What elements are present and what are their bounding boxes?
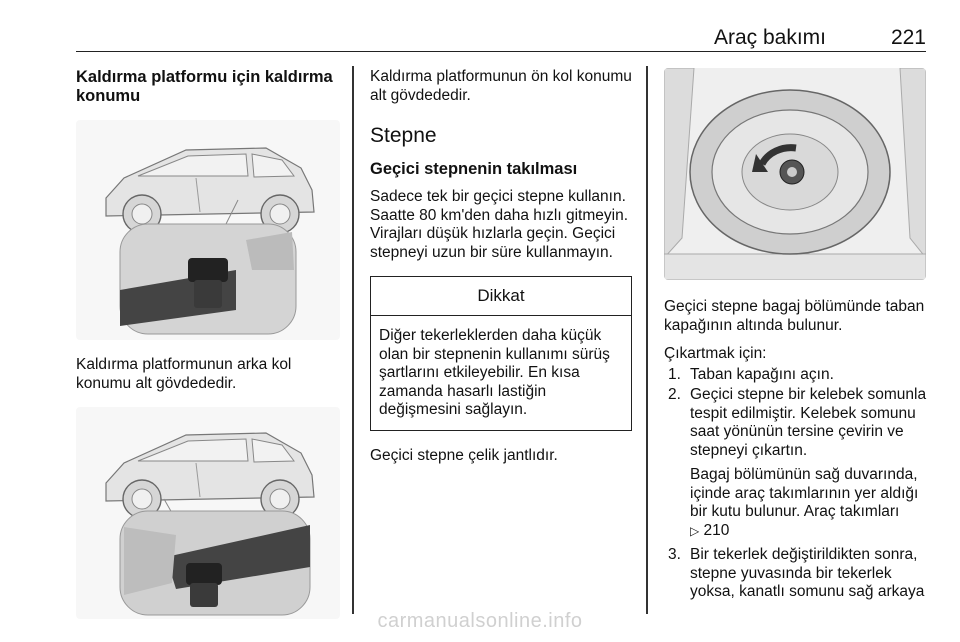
page-number: 221 (890, 26, 926, 49)
toolkit-note (690, 466, 930, 540)
caution-notice-text: Diğer tekerleklerden daha küçük olan bir stepnenin kullanımı sürüş şartlarını etkileyebilir. En kısa zamanda hasarlı lastiğin değişmesini sağlayın. (379, 327, 610, 418)
caution-notice (370, 276, 632, 431)
page-reference-arrow-icon: ▷ (690, 523, 700, 538)
step-number: 1. (668, 365, 681, 383)
front-lift-caption: Kaldırma platformunun ön kol konumu alt gövdededir. (370, 68, 632, 104)
steel-rim-note: Geçici stepne çelik jantlıdır. (370, 446, 558, 464)
section-heading-lift-position: Kaldırma platformu için kaldırma konumu (76, 68, 333, 105)
spare-location-caption: Geçici stepne bagaj bölümünde taban kapağının altında bulunur. (664, 298, 925, 334)
front-lift-point-illustration (76, 407, 340, 619)
step-text: Taban kapağını açın. (690, 365, 834, 383)
spare-usage-text: Sadece tek bir geçici stepne kullanın. Saatte 80 km'den daha hızlı gitmeyin. Virajları düşük hızlarla geçin. Geçici stepneyi uzun bir süre kullanmayın. (370, 188, 628, 261)
toolkit-note-text: Bagaj bölümünün sağ duvarında, içinde araç takımlarının yer aldığı bir kutu bulunur. Araç takımları (690, 466, 919, 520)
spare-wheel-well-illustration (664, 68, 926, 280)
column-left (76, 68, 340, 619)
watermark: carmanualsonline.info (377, 610, 583, 632)
list-item (664, 546, 930, 602)
column-divider (352, 66, 354, 614)
page-header (76, 22, 926, 52)
header-title: Araç bakımı (713, 26, 826, 49)
subsection-title-temporary-spare: Geçici stepnenin takılması (370, 160, 578, 178)
section-title-stepne: Stepne (370, 124, 437, 147)
rear-lift-caption: Kaldırma platformunun arka kol konumu alt gövdededir. (76, 356, 292, 392)
column-right (664, 68, 930, 602)
step-number: 3. (668, 546, 681, 563)
column-middle (370, 68, 636, 465)
step-number: 2. (668, 386, 681, 403)
rear-lift-point-illustration (76, 120, 340, 340)
page-reference-link[interactable]: 210 (703, 521, 730, 539)
list-item (664, 366, 930, 385)
step-text: Bir tekerlek değiştirildikten sonra, stepne yuvasında bir tekerlek yoksa, kanatlı somunu sağ arkaya (690, 546, 925, 600)
column-divider (646, 66, 648, 614)
step-text: Geçici stepne bir kelebek somunla tespit edilmiştir. Kelebek somunu saat yönünün tersine çevirin ve stepneyi çıkartın. (690, 386, 927, 459)
removal-heading: Çıkartmak için: (664, 345, 767, 362)
removal-steps (664, 366, 930, 602)
list-item (664, 386, 930, 540)
caution-notice-title: Dikkat (371, 277, 631, 316)
